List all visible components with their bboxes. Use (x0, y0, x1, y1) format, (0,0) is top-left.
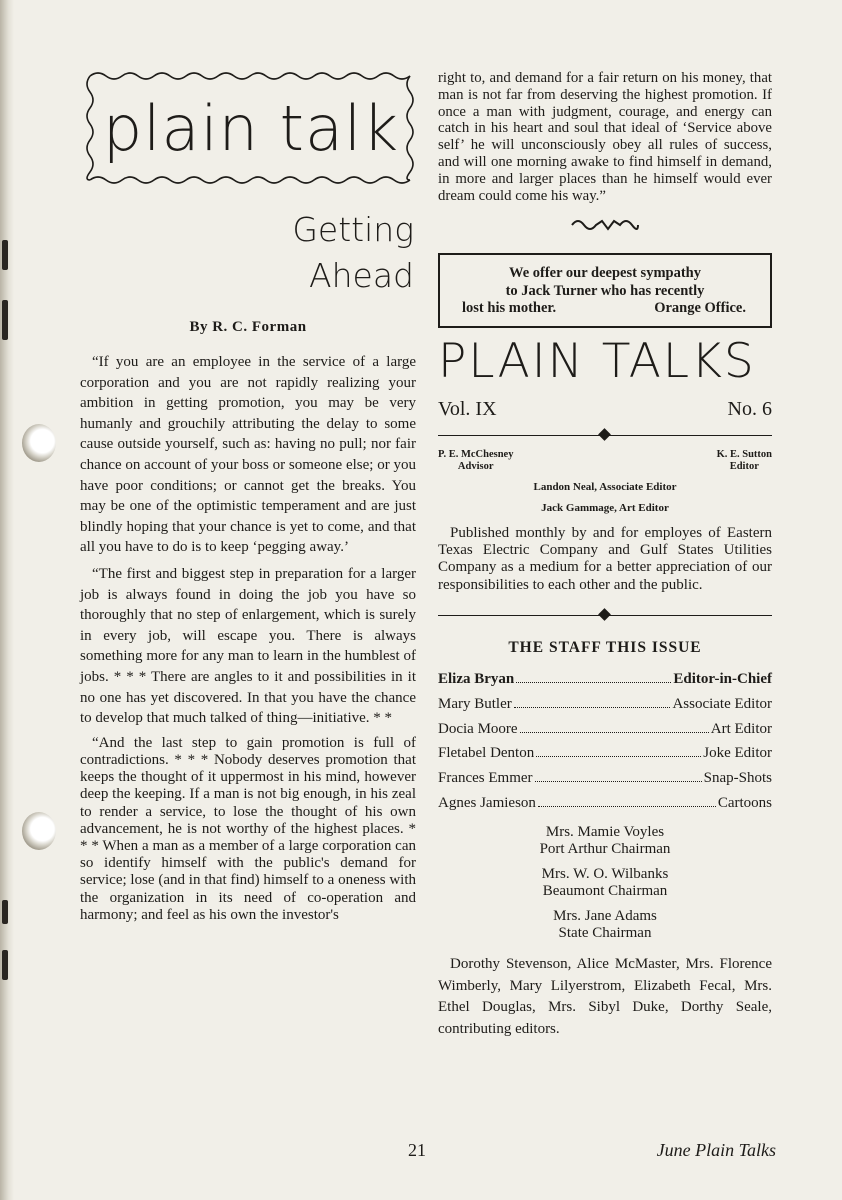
punch-hole (22, 424, 56, 462)
diamond-icon (598, 608, 611, 621)
binding-mark (2, 900, 8, 924)
staff-row (438, 692, 772, 717)
associate-editor: Landon Neal, Associate Editor (533, 480, 677, 493)
staff-role: Snap-Shots (703, 770, 772, 787)
article-headline (80, 207, 416, 299)
right-column (438, 70, 772, 1056)
chairman-block (438, 908, 772, 942)
staff-role: Cartoons (717, 795, 772, 812)
article-continuation: right to, and demand for a fair return on his money, that man is not far from deserving the highest promotion. If once a man with judgment, courage, and energy can catch in his heart and soul that ideal of ‘Service above self’ he will unconsciously obey all rules of success, and will one morning awake to find himself in demand, in more and larger places than he himself would ever dream could come his way.” (438, 70, 772, 204)
article-paragraph: “The first and biggest step in preparation for a larger job is always found in doing the job you have so thoroughly that no step of enlargement, which is surely in every job, will escape you. There is always something more for any man to learn in the humblest of jobs. * * * There are angles to it and possibilities in it no one has yet discovered. In that you have the chance to develop that much talked of thing—initiative. * * (80, 565, 416, 727)
editor-name: K. E. Sutton (716, 448, 772, 460)
diamond-icon (598, 428, 611, 441)
article-column (80, 70, 416, 930)
advisor-role: Advisor (457, 460, 494, 472)
sympathy-line: We offer our deepest sympathy (509, 265, 701, 282)
chairman-block (438, 866, 772, 900)
diamond-divider (438, 609, 772, 623)
staff-role: Art Editor (710, 720, 772, 737)
chairman-name: Mrs. Jane Adams (553, 907, 657, 924)
headline-line: Getting (292, 210, 414, 249)
staff-name: Docia Moore (438, 720, 518, 737)
punch-hole (22, 812, 56, 850)
staff-heading: THE STAFF THIS ISSUE (508, 639, 702, 657)
chairman-name: Mrs. Mamie Voyles (545, 823, 665, 840)
staff-name: Agnes Jamieson (438, 795, 536, 812)
sympathy-text: lost his mother. (462, 300, 557, 317)
editor-role: Editor (729, 460, 759, 472)
masthead-box (86, 70, 416, 185)
chairman-title: Port Arthur Chairman (539, 840, 671, 857)
staff-role: Joke Editor (703, 745, 772, 762)
issue-number: No. 6 (727, 397, 772, 420)
staff-name: Mary Butler (438, 695, 512, 712)
staff-row (438, 741, 772, 766)
publication-title: PLAIN TALKS (438, 333, 756, 389)
staff-row (438, 766, 772, 791)
contributing-editors: Dorothy Stevenson, Alice McMaster, Mrs. Florence Wimberly, Mary Lilyerstrom, Elizabeth Fecal, Mrs. Ethel Douglas, Mrs. Sibyl Duke, Dorthy Seale, contributing editors. (438, 955, 772, 1037)
binding-mark (2, 950, 8, 980)
staff-name: Frances Emmer (438, 770, 533, 787)
chairman-block (438, 824, 772, 858)
volume-row (438, 398, 772, 421)
sympathy-line (442, 300, 768, 318)
editors-row (438, 449, 772, 473)
page-binding-edge (0, 0, 14, 1200)
staff-row (438, 667, 772, 692)
sympathy-line: to Jack Turner who has recently (505, 282, 705, 299)
sympathy-office: Orange Office. (654, 300, 746, 317)
staff-role: Associate Editor (672, 695, 772, 712)
page-number: 21 (408, 1140, 426, 1160)
staff-name: Fletabel Denton (438, 745, 535, 762)
footer-issue: June Plain Talks (656, 1140, 776, 1160)
binding-mark (2, 300, 8, 340)
sympathy-notice (438, 253, 772, 328)
article-paragraph: “If you are an employee in the service of a large corporation and you are not rapidly realizing your ambition in getting promotion, you may be very humanly and grouchily attributing the delay to some cause outside yourself, such as: having no pull; nor fair chance on account of your boss or someone else; or you have poor conditions; or cannot get the breaks. You may be one of the optimistic temperament and are just blindly hoping that your chance is yet to come, and that all you have to do is to keep ‘pegging away.’ (80, 354, 416, 556)
editor-block (717, 449, 772, 473)
headline-line: Ahead (309, 256, 414, 295)
binding-mark (2, 240, 8, 270)
diamond-divider (438, 429, 772, 443)
chairman-title: Beaumont Chairman (542, 882, 668, 899)
advisor-block (438, 449, 513, 473)
chairman-name: Mrs. W. O. Wilbanks (541, 865, 669, 882)
art-editor: Jack Gammage, Art Editor (541, 501, 669, 514)
staff-row (438, 717, 772, 742)
publication-description: Published monthly by and for employes of Eastern Texas Electric Company and Gulf States Utilities Company as a medium for a better appreciation of our responsibilities to each other and the public. (438, 524, 772, 593)
masthead-title: plain talk (102, 92, 400, 165)
advisor-name: P. E. McChesney (438, 448, 514, 460)
staff-row (438, 791, 772, 816)
article-paragraph: “And the last step to gain promotion is full of contradictions. * * * Nobody deserves promotion that keeps the thought of it uppermost in his mind, however deep the keeping. If a man is not big enough, in his zeal to render a service, to lose the thought of his own advancement, he is not worthy of the highest places. * * * When a man as a member of a large corporation can so identify himself with the public's demand for service; lose (and in that find) himself to a oneness with the organization in its need of co-operation and harmony; and feel as his own the investor's (80, 734, 416, 923)
volume-label: Vol. IX (438, 397, 497, 420)
article-byline: By R. C. Forman (189, 319, 307, 335)
staff-role: Editor-in-Chief (673, 671, 772, 688)
chairman-title: State Chairman (558, 924, 652, 941)
scroll-ornament-icon (438, 218, 772, 237)
staff-name: Eliza Bryan (438, 671, 515, 688)
